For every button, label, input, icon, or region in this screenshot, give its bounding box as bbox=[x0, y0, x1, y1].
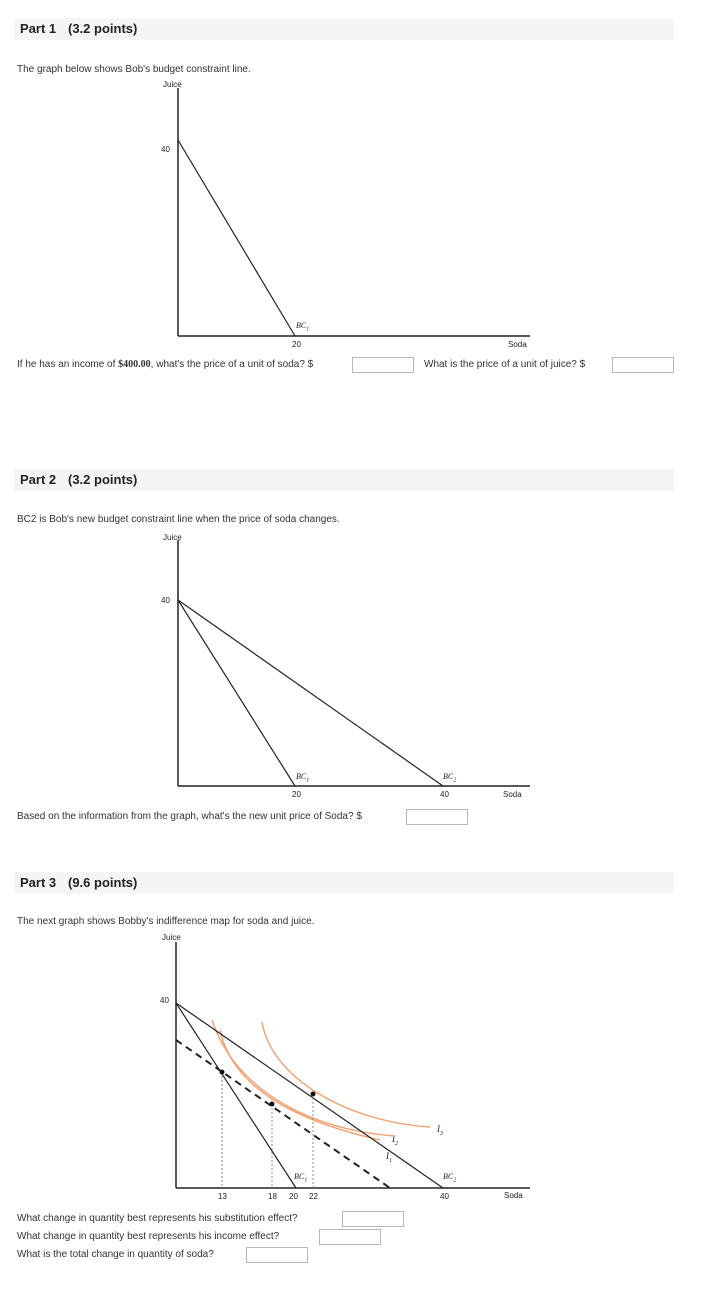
chart1-xlabel: Soda bbox=[508, 340, 527, 349]
part3-q-income: What change in quantity best represents his income effect? bbox=[17, 1231, 280, 1242]
chart1-xtick-20: 20 bbox=[292, 340, 301, 349]
part2-title: Part 2 bbox=[20, 472, 57, 487]
chart1-ytick-40: 40 bbox=[161, 145, 170, 154]
chart2-ytick-40: 40 bbox=[161, 596, 170, 605]
part3-substitution-input[interactable] bbox=[342, 1211, 404, 1227]
chart3-bc2-label: $BC_2$ bbox=[443, 1172, 457, 1184]
chart3-i2-curve bbox=[212, 1020, 395, 1136]
part2-intro: BC2 is Bob's new budget constraint line when the price of soda changes. bbox=[17, 514, 340, 525]
chart1-ylabel: Juice bbox=[163, 80, 182, 89]
chart3-xtick-18: 18 bbox=[268, 1192, 277, 1201]
chart3-bc2-line bbox=[176, 1003, 443, 1188]
chart3-bc1-label: $BC_1$ bbox=[294, 1172, 308, 1184]
chart3-i1-label: $I_1$ bbox=[386, 1151, 392, 1164]
chart3-i3-label: $I_3$ bbox=[437, 1124, 443, 1137]
chart3-bc1-line bbox=[176, 1003, 296, 1188]
chart3-ytick-40: 40 bbox=[160, 996, 169, 1005]
chart2-bc1-label: $BC_1$ bbox=[296, 772, 310, 784]
part1-intro: The graph below shows Bob's budget constraint line. bbox=[17, 64, 251, 75]
chart3-i1-curve bbox=[220, 1030, 380, 1140]
part3-title: Part 3 bbox=[20, 875, 57, 890]
part2-question: Based on the information from the graph, what's the new unit price of Soda? $ bbox=[17, 811, 362, 822]
chart3-point-c bbox=[311, 1092, 316, 1097]
part1-points: (3.2 points) bbox=[68, 21, 138, 36]
chart2-xlabel: Soda bbox=[503, 790, 522, 799]
chart2-xtick-20: 20 bbox=[292, 790, 301, 799]
chart3-xtick-20: 20 bbox=[289, 1192, 298, 1201]
part3-income-input[interactable] bbox=[319, 1229, 381, 1245]
part1-title: Part 1 bbox=[20, 21, 57, 36]
chart3-xtick-40: 40 bbox=[440, 1192, 449, 1201]
chart2-ylabel: Juice bbox=[163, 533, 182, 542]
chart3-point-a bbox=[220, 1070, 225, 1075]
chart3-i3-curve bbox=[262, 1022, 430, 1127]
chart3-xtick-22: 22 bbox=[309, 1192, 318, 1201]
chart2-bc2-label: $BC_2$ bbox=[443, 772, 457, 784]
part3-points: (9.6 points) bbox=[68, 875, 138, 890]
part3-q-substitution: What change in quantity best represents his substitution effect? bbox=[17, 1213, 298, 1224]
part1-q-soda: If he has an income of $400.00, what's the price of a unit of soda? $ bbox=[17, 359, 314, 370]
chart3-compensated-line bbox=[176, 1040, 390, 1188]
part3-intro: The next graph shows Bobby's indifference map for soda and juice. bbox=[17, 916, 315, 927]
part3-total-input[interactable] bbox=[246, 1247, 308, 1263]
chart3-i2-label: $I_2$ bbox=[392, 1134, 398, 1147]
chart3-xlabel: Soda bbox=[504, 1191, 523, 1200]
chart3-xtick-13: 13 bbox=[218, 1192, 227, 1201]
chart3-point-b bbox=[270, 1102, 275, 1107]
chart2-xtick-40: 40 bbox=[440, 790, 449, 799]
part1-q-juice: What is the price of a unit of juice? $ bbox=[424, 359, 586, 370]
chart1-bc1-label: $BC_1$ bbox=[296, 321, 310, 333]
part3-q-total: What is the total change in quantity of soda? bbox=[17, 1249, 214, 1260]
chart3-ylabel: Juice bbox=[162, 933, 181, 942]
part2-points: (3.2 points) bbox=[68, 472, 138, 487]
